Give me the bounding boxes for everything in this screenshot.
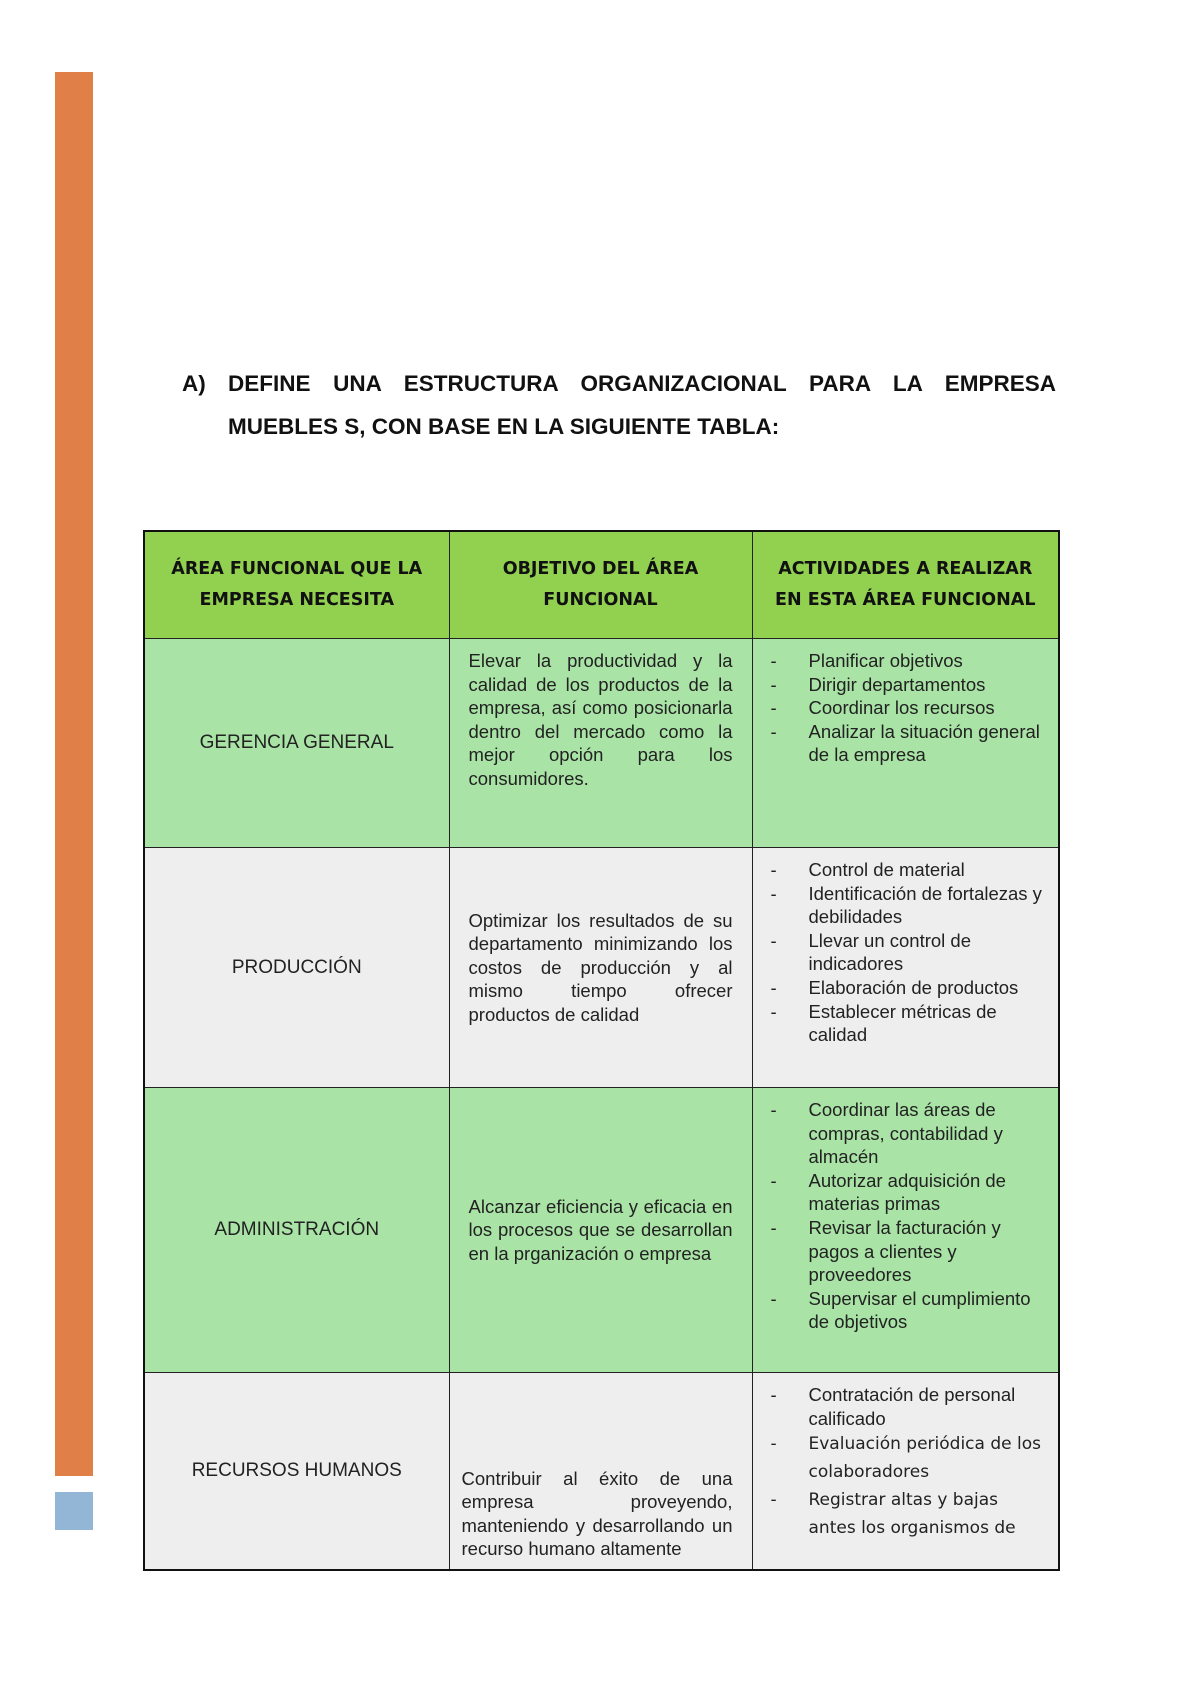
list-item [771, 720, 1051, 767]
bullet-dash: - [770, 673, 777, 695]
objective-cell: Optimizar los resultados de su departamento minimizando los costos de producción y al mismo tiempo ofrecer productos de calidad [449, 848, 752, 1088]
bullet-dash: - [770, 697, 777, 719]
activity-text: Supervisar el cumplimiento de objetivos [808, 1287, 1031, 1333]
bullet-dash: - [770, 1490, 777, 1511]
list-item [771, 858, 1051, 882]
activities-list [771, 858, 1051, 1047]
activities-cell [752, 1088, 1059, 1373]
table-row [144, 639, 1059, 848]
list-item [771, 696, 1051, 720]
bullet-dash: - [770, 882, 777, 904]
activity-text: Registrar altas y bajas antes los organismos de [808, 1490, 1016, 1539]
activities-list [771, 1383, 1051, 1542]
list-item [771, 673, 1051, 697]
objective-cell: Alcanzar eficiencia y eficacia en los procesos que se desarrollan en la prganización o empresa [449, 1088, 752, 1373]
list-item [771, 1287, 1051, 1334]
activity-text: Analizar la situación general de la empresa [808, 720, 1040, 766]
bullet-dash: - [770, 650, 777, 671]
activity-text: Planificar objetivos [808, 650, 963, 671]
bullet-dash: - [770, 859, 777, 880]
bullet-dash: - [770, 1287, 777, 1309]
list-item [771, 882, 1051, 929]
decorative-side-square [55, 1492, 93, 1530]
functional-areas-table [143, 530, 1060, 1571]
list-item [771, 929, 1051, 976]
activity-text: Dirigir departamentos [808, 673, 986, 695]
activity-text: Identificación de fortalezas y debilidades [808, 882, 1042, 928]
table-row [144, 1373, 1059, 1571]
activity-text: Elaboración de productos [808, 976, 1019, 998]
area-cell: PRODUCCIÓN [144, 848, 449, 1088]
activity-text: Autorizar adquisición de materias primas [808, 1169, 1006, 1215]
table-row [144, 1088, 1059, 1373]
list-item [771, 1000, 1051, 1047]
activity-text: Evaluación periódica de los colaboradores [808, 1434, 1041, 1483]
list-item [771, 1216, 1051, 1287]
list-item [771, 1169, 1051, 1216]
heading-marker: A) [182, 371, 206, 396]
list-item [771, 1430, 1051, 1486]
activity-text: Coordinar los recursos [808, 697, 995, 719]
list-item [771, 1383, 1051, 1430]
list-item [771, 1098, 1051, 1169]
header-objective: OBJETIVO DEL ÁREA FUNCIONAL [449, 531, 752, 639]
bullet-dash: - [770, 976, 777, 998]
bullet-dash: - [770, 929, 777, 951]
area-cell: RECURSOS HUMANOS [144, 1373, 449, 1571]
header-area: ÁREA FUNCIONAL QUE LA EMPRESA NECESITA [144, 531, 449, 639]
bullet-dash: - [770, 1384, 777, 1405]
bullet-dash: - [770, 1434, 777, 1455]
activities-cell [752, 639, 1059, 848]
activity-text: Revisar la facturación y pagos a clientes y proveedores [808, 1216, 1001, 1286]
section-heading [182, 362, 1056, 448]
bullet-dash: - [770, 1099, 777, 1120]
heading-text: DEFINE UNA ESTRUCTURA ORGANIZACIONAL PARA LA EMPRESA MUEBLES S, CON BASE EN LA SIGUIENTE TABLA: [228, 371, 1056, 439]
table-row [144, 848, 1059, 1088]
area-cell: ADMINISTRACIÓN [144, 1088, 449, 1373]
activity-text: Llevar un control de indicadores [808, 929, 971, 975]
bullet-dash: - [770, 720, 777, 742]
list-item [771, 649, 1051, 673]
header-activities: ACTIVIDADES A REALIZAR EN ESTA ÁREA FUNCIONAL [752, 531, 1059, 639]
list-item [771, 1486, 1051, 1542]
objective-cell: Contribuir al éxito de una empresa proveyendo, manteniendo y desarrollando un recurso humano altamente [449, 1373, 752, 1571]
area-cell: GERENCIA GENERAL [144, 639, 449, 848]
activity-text: Contratación de personal calificado [808, 1384, 1016, 1429]
activity-text: Control de material [808, 859, 965, 880]
activities-list [771, 649, 1051, 767]
activities-cell [752, 1373, 1059, 1571]
objective-cell: Elevar la productividad y la calidad de los productos de la empresa, así como posicionarla dentro del mercado como la mejor opción para los consumidores. [449, 639, 752, 848]
activities-list [771, 1098, 1051, 1334]
list-item [771, 976, 1051, 1000]
activity-text: Establecer métricas de calidad [808, 1000, 997, 1046]
table-header-row [144, 531, 1059, 639]
activity-text: Coordinar las áreas de compras, contabilidad y almacén [808, 1099, 1003, 1168]
bullet-dash: - [770, 1169, 777, 1191]
bullet-dash: - [770, 1216, 777, 1238]
bullet-dash: - [770, 1000, 777, 1022]
decorative-side-bar [55, 72, 93, 1476]
activities-cell [752, 848, 1059, 1088]
